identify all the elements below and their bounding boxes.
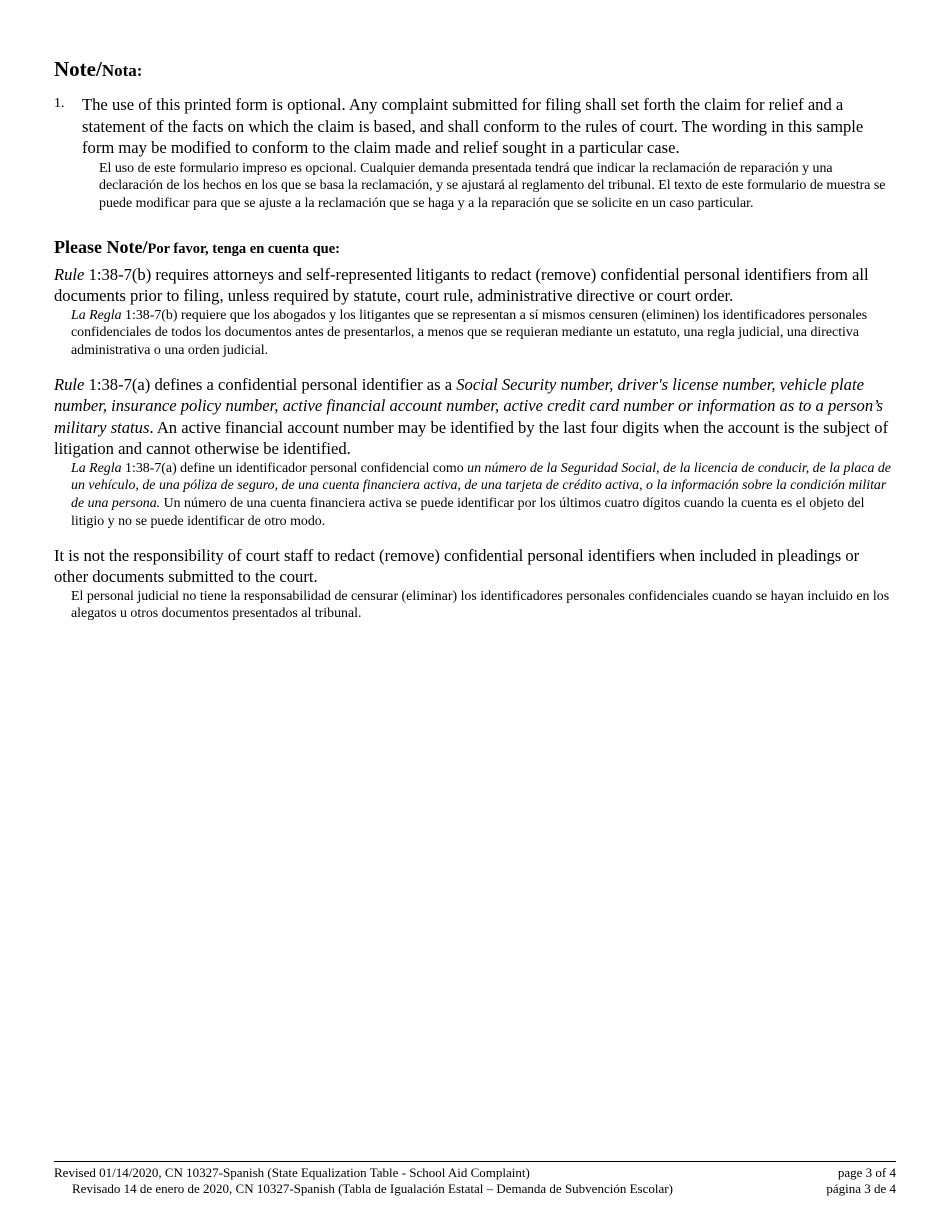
page-footer (54, 1161, 896, 1197)
staff-english: It is not the responsibility of court staff to redact (remove) confidential personal identifiers when included in pleadings or other documents submitted to the court. (54, 545, 860, 587)
staff-spanish: El personal judicial no tiene la responsabilidad de censurar (eliminar) los identificadores personales confidenciales cuando se hayan incluido en los alegatos u otros documentos presentados al tribunal. (71, 588, 890, 622)
please-heading-main: Please Note/ (54, 236, 148, 257)
footer-row-spanish (54, 1181, 896, 1197)
item-number: 1. (54, 96, 65, 111)
rule-a-english-text-2: . An active financial account number may be identified by the last four digits when the account is the subject of litigation and cannot otherwise be identified. (54, 417, 889, 459)
rule-b-spanish-text: 1:38-7(b) requiere que los abogados y los litigantes que se representan a sí mismos censuren (eliminen) los identificadores personales confidenciales de todos los documentos antes de presentarlos, a menos que se requieran mediante un estatuto, una regla judicial, una directiva administrativa o una orden judicial. (71, 307, 868, 359)
please-heading-small: Por favor, tenga en cuenta que: (147, 240, 340, 257)
footer-row-english (54, 1165, 896, 1181)
note-heading-main: Note/ (54, 57, 102, 81)
item1-spanish-text: El uso de este formulario impreso es opcional. Cualquier demanda presentada tendrá que indicar la reclamación de reparación y una declaración de los hechos en los que se basa la reclamación, y se ajustará al reglamento del tribunal. El texto de este formulario de muestra se puede modificar para que se ajuste a la reclamación que se haga y a la reparación que se solicite en un caso particular. (99, 160, 886, 211)
document-body (54, 56, 896, 623)
rule-label: Rule (54, 264, 85, 284)
rule-a-english (54, 374, 896, 460)
rule-a-paragraph (54, 374, 896, 531)
revision-info: Revised 01/14/2020, CN 10327-Spanish (State Equalization Table - School Aid Complaint) (54, 1165, 530, 1180)
note-heading (54, 56, 896, 84)
regla-label: La Regla (71, 307, 122, 323)
note-heading-small: Nota: (101, 61, 143, 80)
revision-info-spanish: Revisado 14 de enero de 2020, CN 10327-Spanish (Tabla de Igualación Estatal – Demanda de Subvención Escolar) (72, 1181, 673, 1196)
page-number: page 3 of 4 (837, 1165, 896, 1180)
note-item-1 (54, 94, 896, 213)
rule-label: Rule (54, 374, 85, 394)
page-number-spanish: página 3 de 4 (826, 1181, 896, 1196)
rule-a-spanish-text: 1:38-7(a) define un identificador personal confidencial como (121, 460, 468, 476)
rule-a-spanish (54, 460, 896, 531)
identifier-list: Social Security number, driver's license number, vehicle plate number, insurance policy number, active financial account number, active credit card number or information as to a person’s military status (54, 374, 883, 437)
rule-b-paragraph (54, 264, 896, 360)
rule-b-english-text: 1:38-7(b) requires attorneys and self-represented litigants to redact (remove) confidential personal identifiers from all documents prior to filing, unless required by statute, court rule, administrative directive or court order. (54, 264, 869, 306)
staff-paragraph (54, 545, 896, 623)
item1-english-text: The use of this printed form is optional. Any complaint submitted for filing shall set forth the claim for relief and a statement of the facts on which the claim is based, and shall conform to the rules of court. The wording in this sample form may be modified to conform to the claim made and relief sought in a particular case. (82, 95, 864, 157)
rule-b-spanish (54, 307, 896, 360)
regla-label: La Regla (71, 460, 122, 476)
please-note-heading (54, 235, 896, 261)
rule-a-english-text: 1:38-7(a) defines a confidential personal identifier as a (84, 374, 457, 394)
identifier-list-spanish: un número de la Seguridad Social, de la licencia de conducir, de la placa de un vehículo, de una póliza de seguro, de una cuenta financiera activa, de una tarjeta de crédito activa, o la información sobre la condición militar de una persona. (71, 460, 891, 512)
rule-a-spanish-text-2: Un número de una cuenta financiera activa se puede identificar por los últimos cuatro dígitos cuando la cuenta es el objeto del litigio y no se puede identificar de otro modo. (71, 496, 865, 529)
rule-b-english (54, 264, 896, 307)
